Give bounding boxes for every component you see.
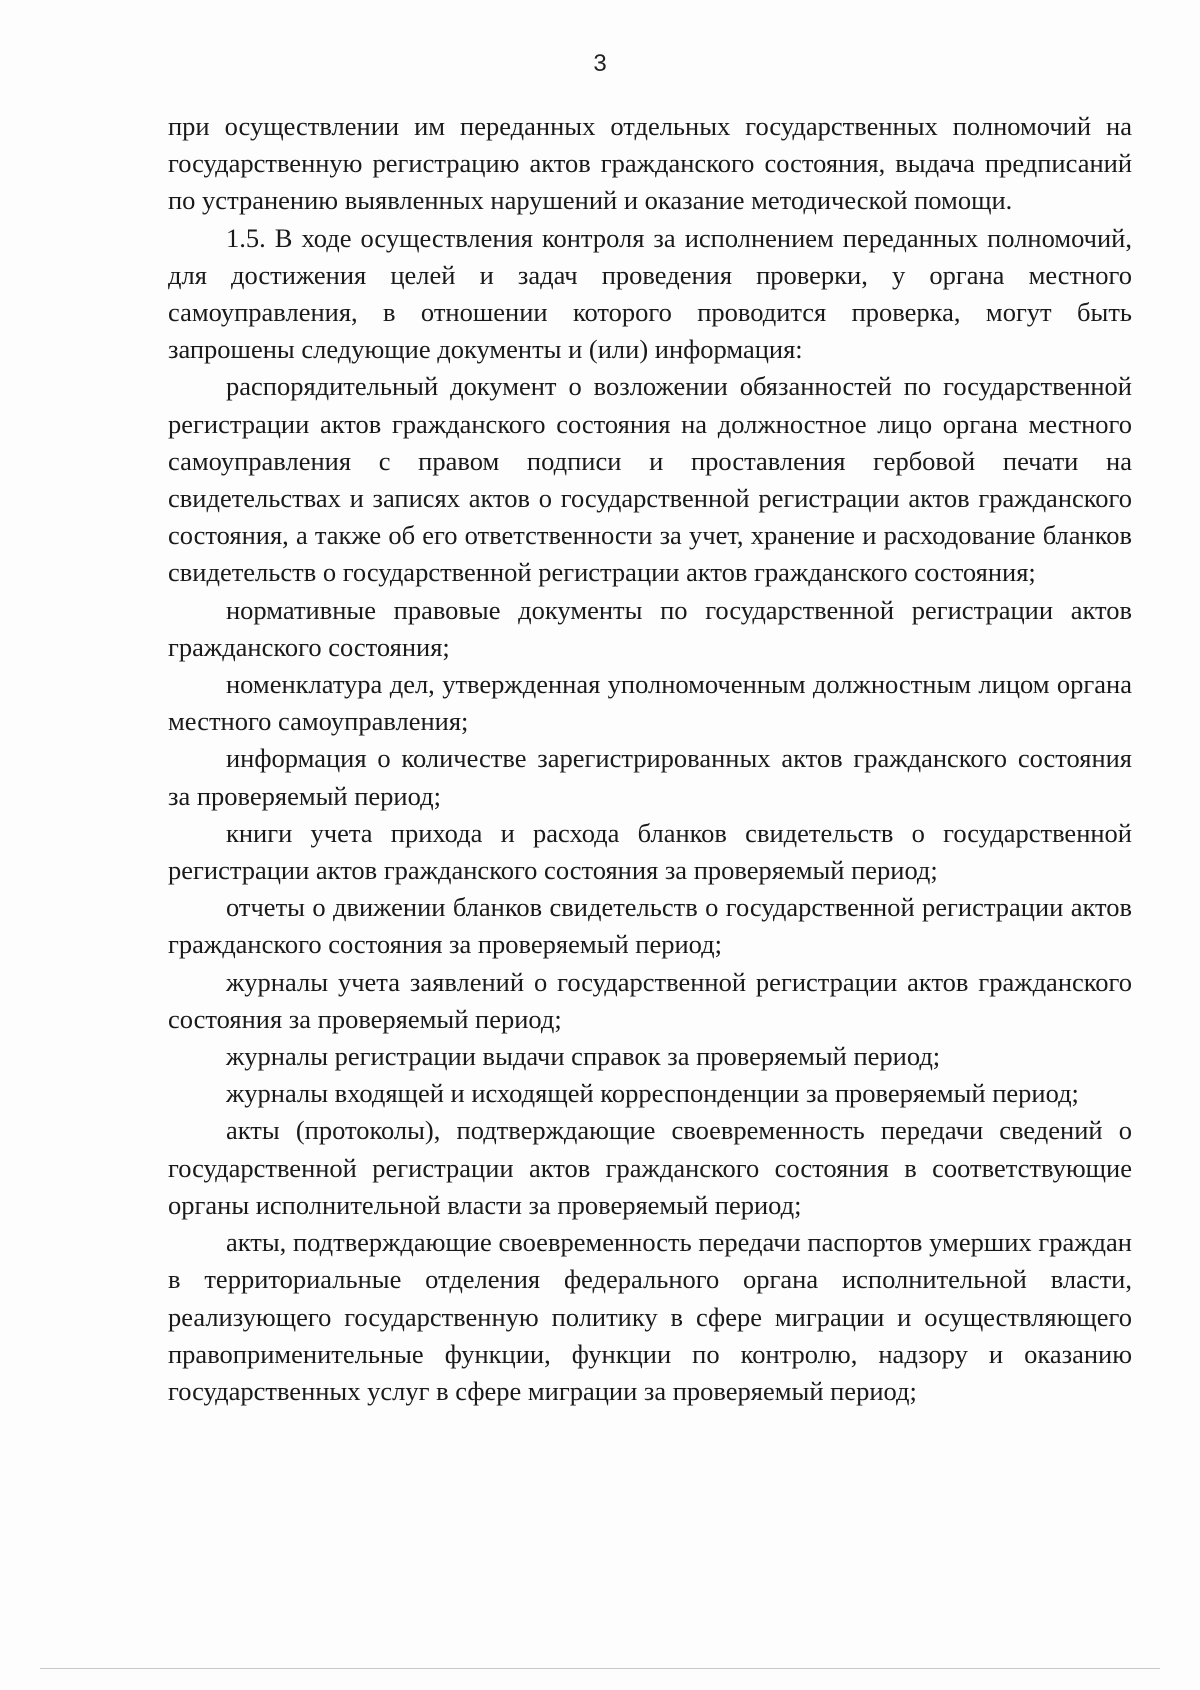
list-item-passport-transfer-acts: акты, подтверждающие своевременность передачи паспортов умерших граждан в территориальные отделения федерального органа исполнительной власти, реализующего государственную политику в сфере миграции и осуществляющего правоприменительные функции, функции по контролю, надзору и оказанию государственных услуг в сфере миграции за проверяемый период; [168, 1227, 1132, 1406]
document-body [168, 108, 1132, 1410]
list-item-blank-reports: отчеты о движении бланков свидетельств о государственной регистрации актов гражданского состояния за проверяемый период; [168, 892, 1132, 960]
list-item-order-document: распорядительный документ о возложении обязанностей по государственной регистрации актов гражданского состояния на должностное лицо органа местного самоуправления с правом подписи и проставления гербовой печати на свидетельствах и записях актов о государственной регистрации актов гражданского состояния, а также об его ответственности за учет, хранение и расходование бланков свидетельств о государственной регистрации актов гражданского состояния; [168, 371, 1132, 588]
list-item-blank-ledgers: книги учета прихода и расхода бланков свидетельств о государственной регистрации актов гражданского состояния за проверяемый период; [168, 817, 1132, 886]
list-item-certificate-journals: журналы регистрации выдачи справок за проверяемый период; [226, 1041, 941, 1072]
paragraph-continuation: при осуществлении им переданных отдельных государственных полномочий на государственную регистрацию актов гражданского состояния, выдача предписаний по устранению выявленных нарушений и оказание методической помощи. [168, 111, 1132, 216]
list-item-transfer-protocols: акты (протоколы), подтверждающие своевременность передачи сведений о государственной регистрации актов гражданского состояния в соответствующие органы исполнительной власти за проверяемый период; [168, 1115, 1132, 1220]
page-number: 3 [593, 50, 607, 77]
paragraph-section-1-5: 1.5. В ходе осуществления контроля за исполнением переданных полномочий, для достижения целей и задач проведения проверки, у органа местного самоуправления, в отношении которого проводится проверка, могут быть запрошены следующие документы и (или) информация: [168, 222, 1132, 365]
list-item-nomenclature: номенклатура дел, утвержденная уполномоченным должностным лицом органа местного самоуправления; [168, 669, 1132, 737]
list-item-application-journals: журналы учета заявлений о государственной регистрации актов гражданского состояния за проверяемый период; [168, 966, 1132, 1034]
page-bottom-edge-line [40, 1668, 1160, 1669]
list-item-normative-documents: нормативные правовые документы по государственной регистрации актов гражданского состояния; [168, 594, 1132, 662]
list-item-registered-acts-info: информация о количестве зарегистрированных актов гражданского состояния за проверяемый период; [168, 743, 1132, 811]
list-item-correspondence-journals: журналы входящей и исходящей корреспонденции за проверяемый период; [226, 1078, 1079, 1109]
